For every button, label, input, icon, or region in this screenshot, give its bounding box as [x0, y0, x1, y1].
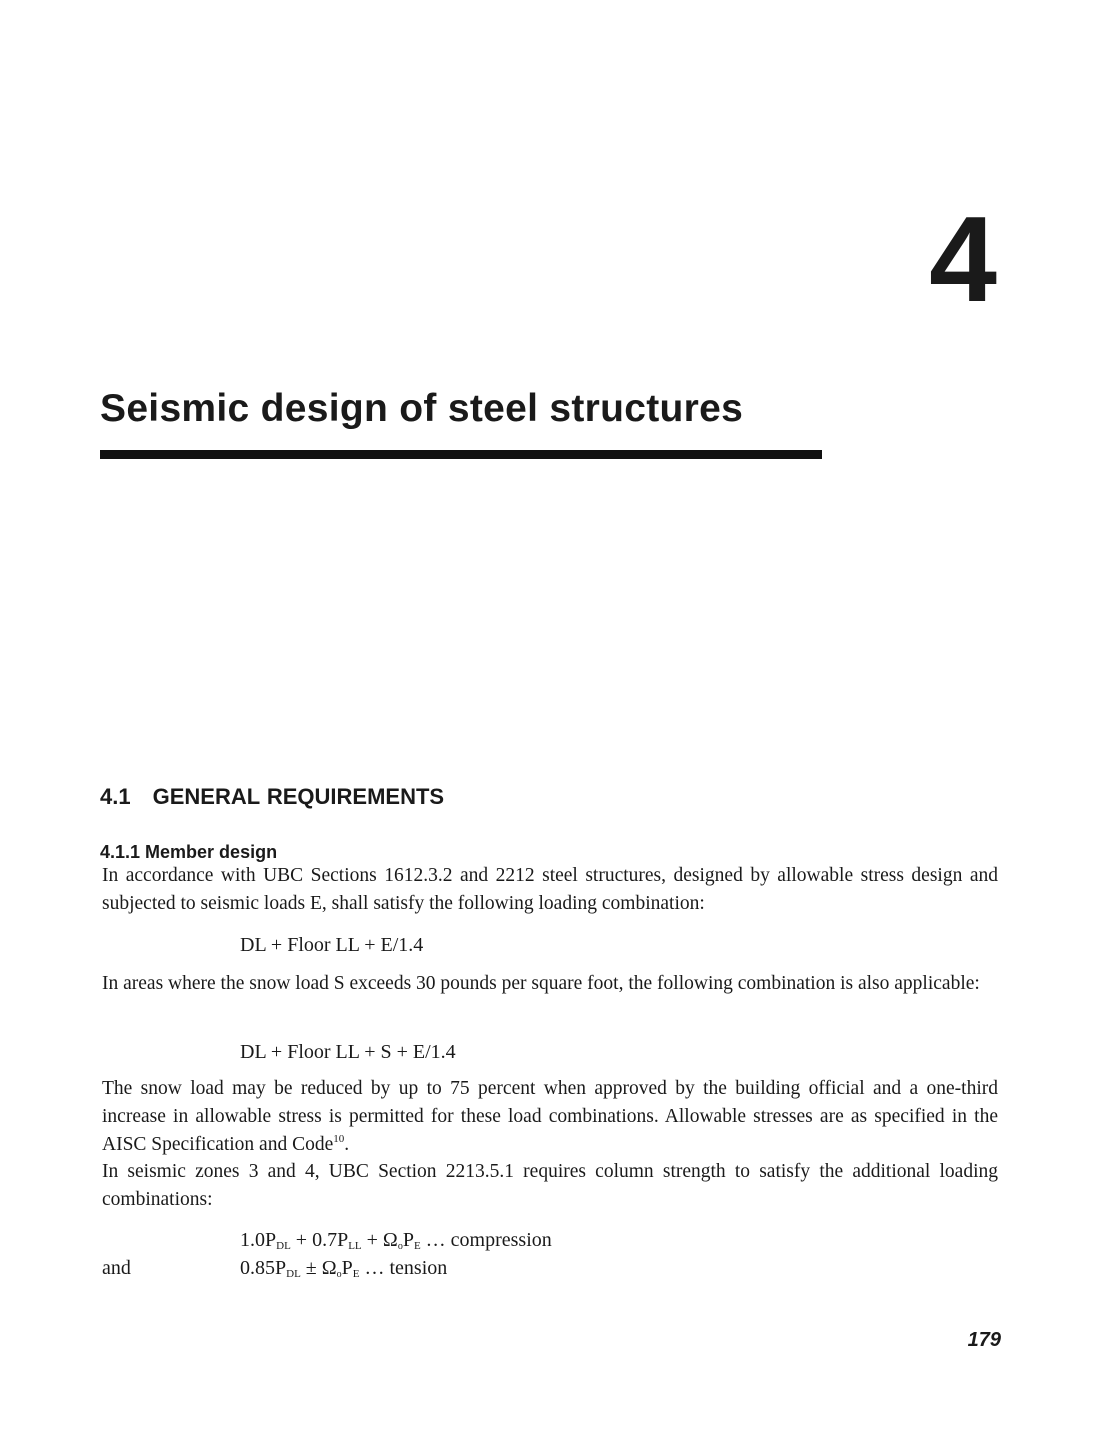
equation-tension [240, 1254, 447, 1282]
chapter-number: 4 [929, 191, 997, 327]
section-number: 4.1 [100, 784, 131, 809]
subsection-heading: 4.1.1 Member design [100, 842, 278, 862]
equation-dl-ll-s-e: DL + Floor LL + S + E/1.4 [240, 1041, 456, 1063]
paragraph-snow-load: In areas where the snow load S exceeds 30 pounds per square foot, the following combination is also applicable: [102, 973, 980, 994]
paragraph-snow-reduction-end: . [344, 1134, 350, 1155]
eq4-sub-e: E [352, 1268, 360, 1280]
eq3-term-4: P [402, 1229, 414, 1251]
eq3-sub-e: E [413, 1240, 421, 1252]
eq4-sub-o: o [336, 1269, 342, 1280]
eq4-term-3: P [341, 1257, 353, 1279]
eq4-term-4: … tension [359, 1257, 448, 1279]
paragraph-member-design: In accordance with UBC Sections 1612.3.2 and 2212 steel structures, designed by allowable stress design and subjected to seismic loads E, shall satisfy the following loading combination: [102, 865, 998, 914]
eq3-term-5: … compression [420, 1229, 552, 1251]
section-heading [100, 784, 444, 810]
eq3-sub-o: o [397, 1241, 403, 1252]
eq3-sub-dl: DL [276, 1240, 291, 1252]
equation-compression [240, 1226, 552, 1254]
eq3-term-3: + Ω [361, 1229, 398, 1251]
eq3-sub-ll: LL [348, 1240, 362, 1252]
paragraph-seismic-zones: In seismic zones 3 and 4, UBC Section 2213.5.1 requires column strength to satisfy the additional loading combinations: [102, 1161, 998, 1210]
chapter-title: Seismic design of steel structures [100, 387, 744, 430]
eq4-sub-dl: DL [286, 1268, 301, 1280]
equation-dl-ll-e: DL + Floor LL + E/1.4 [240, 934, 424, 956]
eq4-term-2: ± Ω [300, 1257, 337, 1279]
reference-superscript: 10 [333, 1133, 345, 1145]
and-label: and [102, 1257, 131, 1279]
page-number: 179 [967, 1329, 1001, 1351]
paragraph-snow-reduction-text: The snow load may be reduced by up to 75 percent when approved by the building official and a one-third increase in allowable stress is permitted for these load combinations. Allowable stresses are as specified in the AISC Specification and Code [102, 1078, 998, 1155]
eq3-term-1: 1.0P [240, 1229, 277, 1251]
eq3-term-2: + 0.7P [290, 1229, 349, 1251]
section-title: GENERAL REQUIREMENTS [152, 784, 445, 809]
paragraph-snow-reduction [102, 1075, 998, 1159]
title-rule [100, 450, 822, 459]
eq4-term-1: 0.85P [240, 1257, 287, 1279]
